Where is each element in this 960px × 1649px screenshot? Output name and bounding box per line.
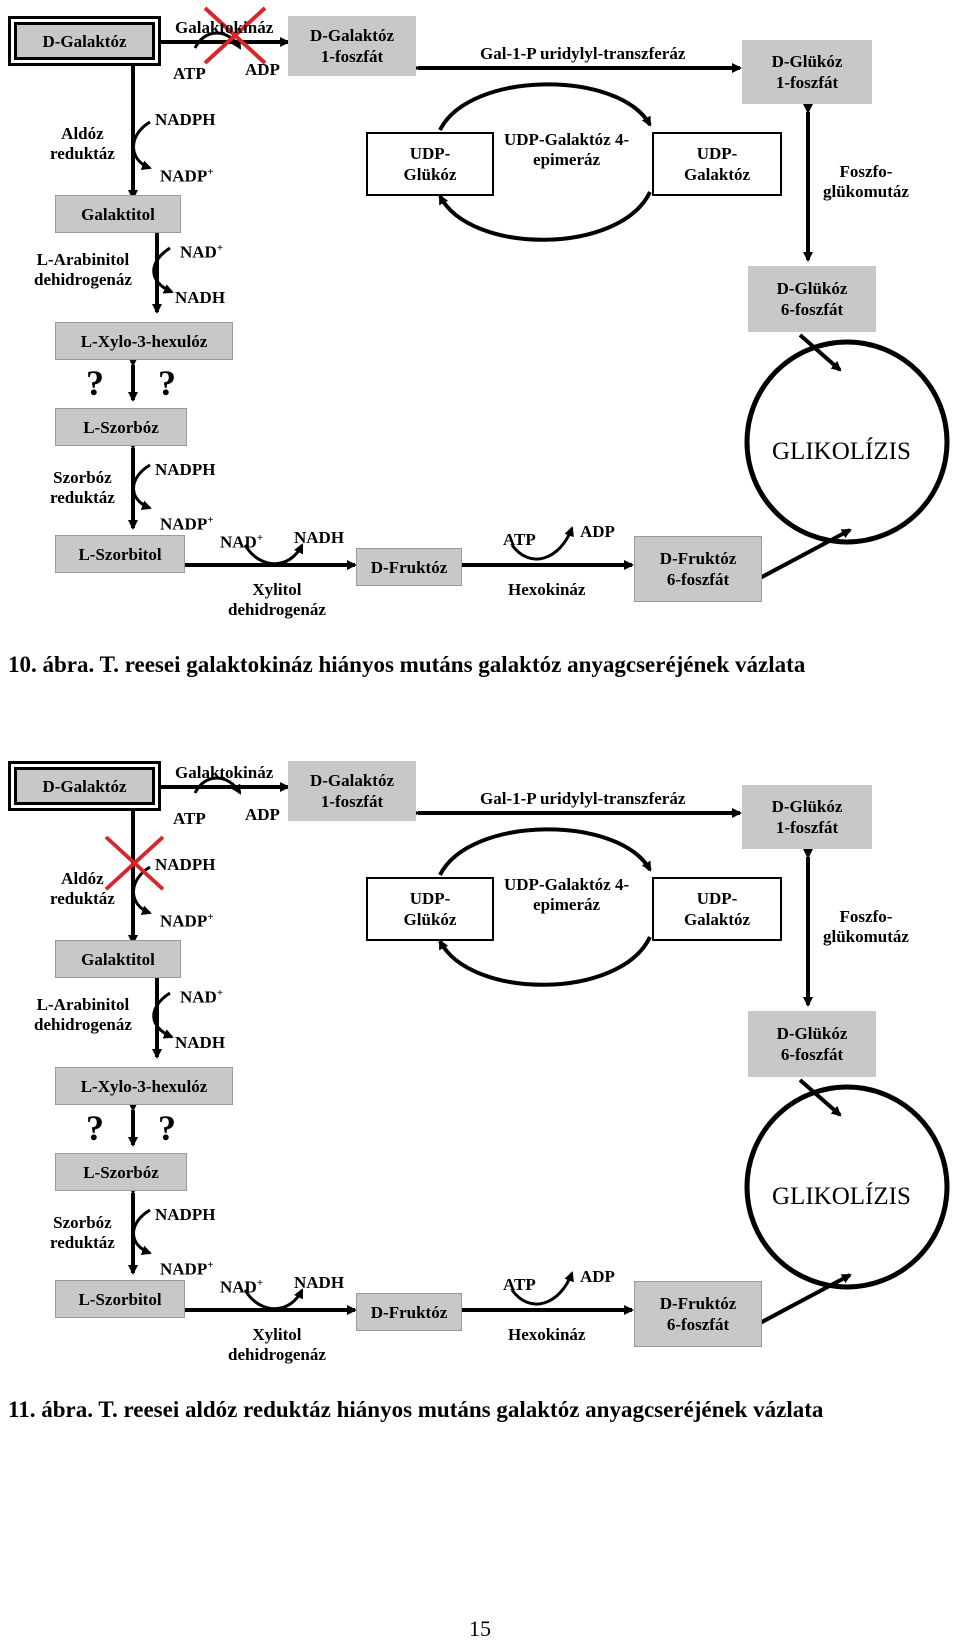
d-glucose-1-phosphate-box: D-Glükóz 1-foszfát bbox=[742, 785, 872, 849]
aldose-reductase-label: Aldóz reduktáz bbox=[50, 869, 115, 908]
nadp-label: NADP+ bbox=[160, 166, 214, 186]
aldose-reductase-label: Aldóz reduktáz bbox=[50, 124, 115, 163]
l-sorbitol-box: L-Szorbitol bbox=[55, 1280, 185, 1318]
nadph2-curve bbox=[134, 465, 151, 508]
galactokinase-label: Galaktokináz bbox=[175, 763, 274, 782]
d-glucose-1-phosphate-box: D-Glükóz 1-foszfát bbox=[742, 40, 872, 104]
l-xylo-3-hexulose-box: L-Xylo-3-hexulóz bbox=[55, 322, 233, 360]
plus-sign: + bbox=[207, 514, 214, 526]
question-mark: ? bbox=[158, 363, 176, 403]
plus-sign: + bbox=[216, 987, 224, 999]
nad-label: NAD+ bbox=[180, 242, 224, 262]
atp-label: ATP bbox=[173, 64, 206, 83]
nadph2-curve bbox=[134, 1210, 151, 1253]
d-galactose-1-phosphate-box: D-Galaktóz 1-foszfát bbox=[288, 761, 416, 821]
galactitol-box: Galaktitol bbox=[55, 940, 181, 978]
plus-sign: + bbox=[207, 1259, 214, 1271]
udp-cycle-top bbox=[440, 829, 650, 875]
l-xylo-3-hexulose-box: L-Xylo-3-hexulóz bbox=[55, 1067, 233, 1105]
question-mark: ? bbox=[86, 1108, 104, 1148]
sorbose-reductase-label: Szorbóz reduktáz bbox=[50, 1213, 115, 1252]
nadph2-label: NADPH bbox=[155, 460, 216, 479]
d-galactose-box: D-Galaktóz bbox=[8, 16, 161, 66]
nadh2-label: NADH bbox=[294, 1273, 345, 1292]
atp2-label: ATP bbox=[503, 530, 536, 549]
nad2-label: NAD+ bbox=[220, 1277, 264, 1297]
arabinitol-dh-label: L-Arabinitol dehidrogenáz bbox=[34, 250, 132, 289]
nadp2-label: NADP+ bbox=[160, 514, 214, 534]
question-mark: ? bbox=[86, 363, 104, 403]
nadh-label: NADH bbox=[175, 1033, 226, 1052]
d-fructose-box: D-Fruktóz bbox=[356, 1293, 462, 1331]
xylitol-dh-label: Xylitol dehidrogenáz bbox=[228, 1325, 326, 1364]
nadh-label: NADH bbox=[175, 288, 226, 307]
question-mark: ? bbox=[158, 1108, 176, 1148]
galactokinase-label: Galaktokináz bbox=[175, 18, 274, 37]
l-sorbitol-box: L-Szorbitol bbox=[55, 535, 185, 573]
page-number: 15 bbox=[469, 1616, 491, 1641]
epimerase-label: UDP-Galaktóz 4- epimeráz bbox=[504, 875, 630, 914]
atp2-label: ATP bbox=[503, 1275, 536, 1294]
udp-glucose-box: UDP- Glükóz bbox=[366, 877, 494, 941]
d-galactose-box: D-Galaktóz bbox=[8, 761, 161, 811]
nad2-label: NAD+ bbox=[220, 532, 264, 552]
nadph-label: NADPH bbox=[155, 855, 216, 874]
nadp2-label: NADP+ bbox=[160, 1259, 214, 1279]
arrow-f6p-glycolysis bbox=[760, 530, 850, 578]
atp-label: ATP bbox=[173, 809, 206, 828]
plus-sign: + bbox=[256, 1277, 264, 1289]
hexokinase-label: Hexokináz bbox=[508, 580, 586, 599]
udp-cycle-bottom bbox=[440, 192, 650, 240]
l-sorbose-box: L-Szorbóz bbox=[55, 1153, 187, 1191]
d-galactose-1-phosphate-box: D-Galaktóz 1-foszfát bbox=[288, 16, 416, 76]
figure-11-aldose-reductase-mutant bbox=[0, 745, 960, 1422]
nadh2-label: NADH bbox=[294, 528, 345, 547]
d-glucose-6-phosphate-box: D-Glükóz 6-foszfát bbox=[748, 266, 876, 332]
adp-label: ADP bbox=[245, 60, 280, 79]
udp-galactose-box: UDP- Galaktóz bbox=[652, 132, 782, 196]
xylitol-dh-label: Xylitol dehidrogenáz bbox=[228, 580, 326, 619]
epimerase-label: UDP-Galaktóz 4- epimeráz bbox=[504, 130, 630, 169]
nad-label: NAD+ bbox=[180, 987, 224, 1007]
hexokinase-label: Hexokináz bbox=[508, 1325, 586, 1344]
plus-sign: + bbox=[207, 911, 214, 923]
udp-galactose-box: UDP- Galaktóz bbox=[652, 877, 782, 941]
plus-sign: + bbox=[216, 242, 224, 254]
d-fructose-box: D-Fruktóz bbox=[356, 548, 462, 586]
transferase-label: Gal-1-P uridylyl-transzferáz bbox=[480, 44, 686, 63]
d-glucose-6-phosphate-box: D-Glükóz 6-foszfát bbox=[748, 1011, 876, 1077]
figure-caption: 10. ábra. T. reesei galaktokináz hiányos mutáns galaktóz anyagcseréjének vázlata bbox=[8, 652, 806, 677]
figure-caption: 11. ábra. T. reesei aldóz reduktáz hiányos mutáns galaktóz anyagcseréjének vázlata bbox=[8, 1397, 824, 1422]
arrow-f6p-glycolysis bbox=[760, 1275, 850, 1323]
figure-10-galactokinase-mutant bbox=[0, 0, 960, 677]
udp-cycle-bottom bbox=[440, 937, 650, 985]
d-fructose-6-phosphate-box: D-Fruktóz 6-foszfát bbox=[634, 1281, 762, 1347]
nadp-label: NADP+ bbox=[160, 911, 214, 931]
arabinitol-dh-label: L-Arabinitol dehidrogenáz bbox=[34, 995, 132, 1034]
nadph-curve bbox=[134, 122, 151, 168]
plus-sign: + bbox=[256, 532, 264, 544]
nadph-label: NADPH bbox=[155, 110, 216, 129]
galactitol-box: Galaktitol bbox=[55, 195, 181, 233]
phosphoglucomutase-label: Foszfo- glükomutáz bbox=[823, 162, 909, 201]
transferase-label: Gal-1-P uridylyl-transzferáz bbox=[480, 789, 686, 808]
d-fructose-6-phosphate-box: D-Fruktóz 6-foszfát bbox=[634, 536, 762, 602]
adp2-label: ADP bbox=[580, 522, 615, 541]
udp-glucose-box: UDP- Glükóz bbox=[366, 132, 494, 196]
phosphoglucomutase-label: Foszfo- glükomutáz bbox=[823, 907, 909, 946]
adp-label: ADP bbox=[245, 805, 280, 824]
nadph2-label: NADPH bbox=[155, 1205, 216, 1224]
glycolysis-label: GLIKOLÍZIS bbox=[772, 438, 911, 465]
plus-sign: + bbox=[207, 166, 214, 178]
glycolysis-label: GLIKOLÍZIS bbox=[772, 1183, 911, 1210]
udp-cycle-top bbox=[440, 84, 650, 130]
sorbose-reductase-label: Szorbóz reduktáz bbox=[50, 468, 115, 507]
adp2-label: ADP bbox=[580, 1267, 615, 1286]
l-sorbose-box: L-Szorbóz bbox=[55, 408, 187, 446]
